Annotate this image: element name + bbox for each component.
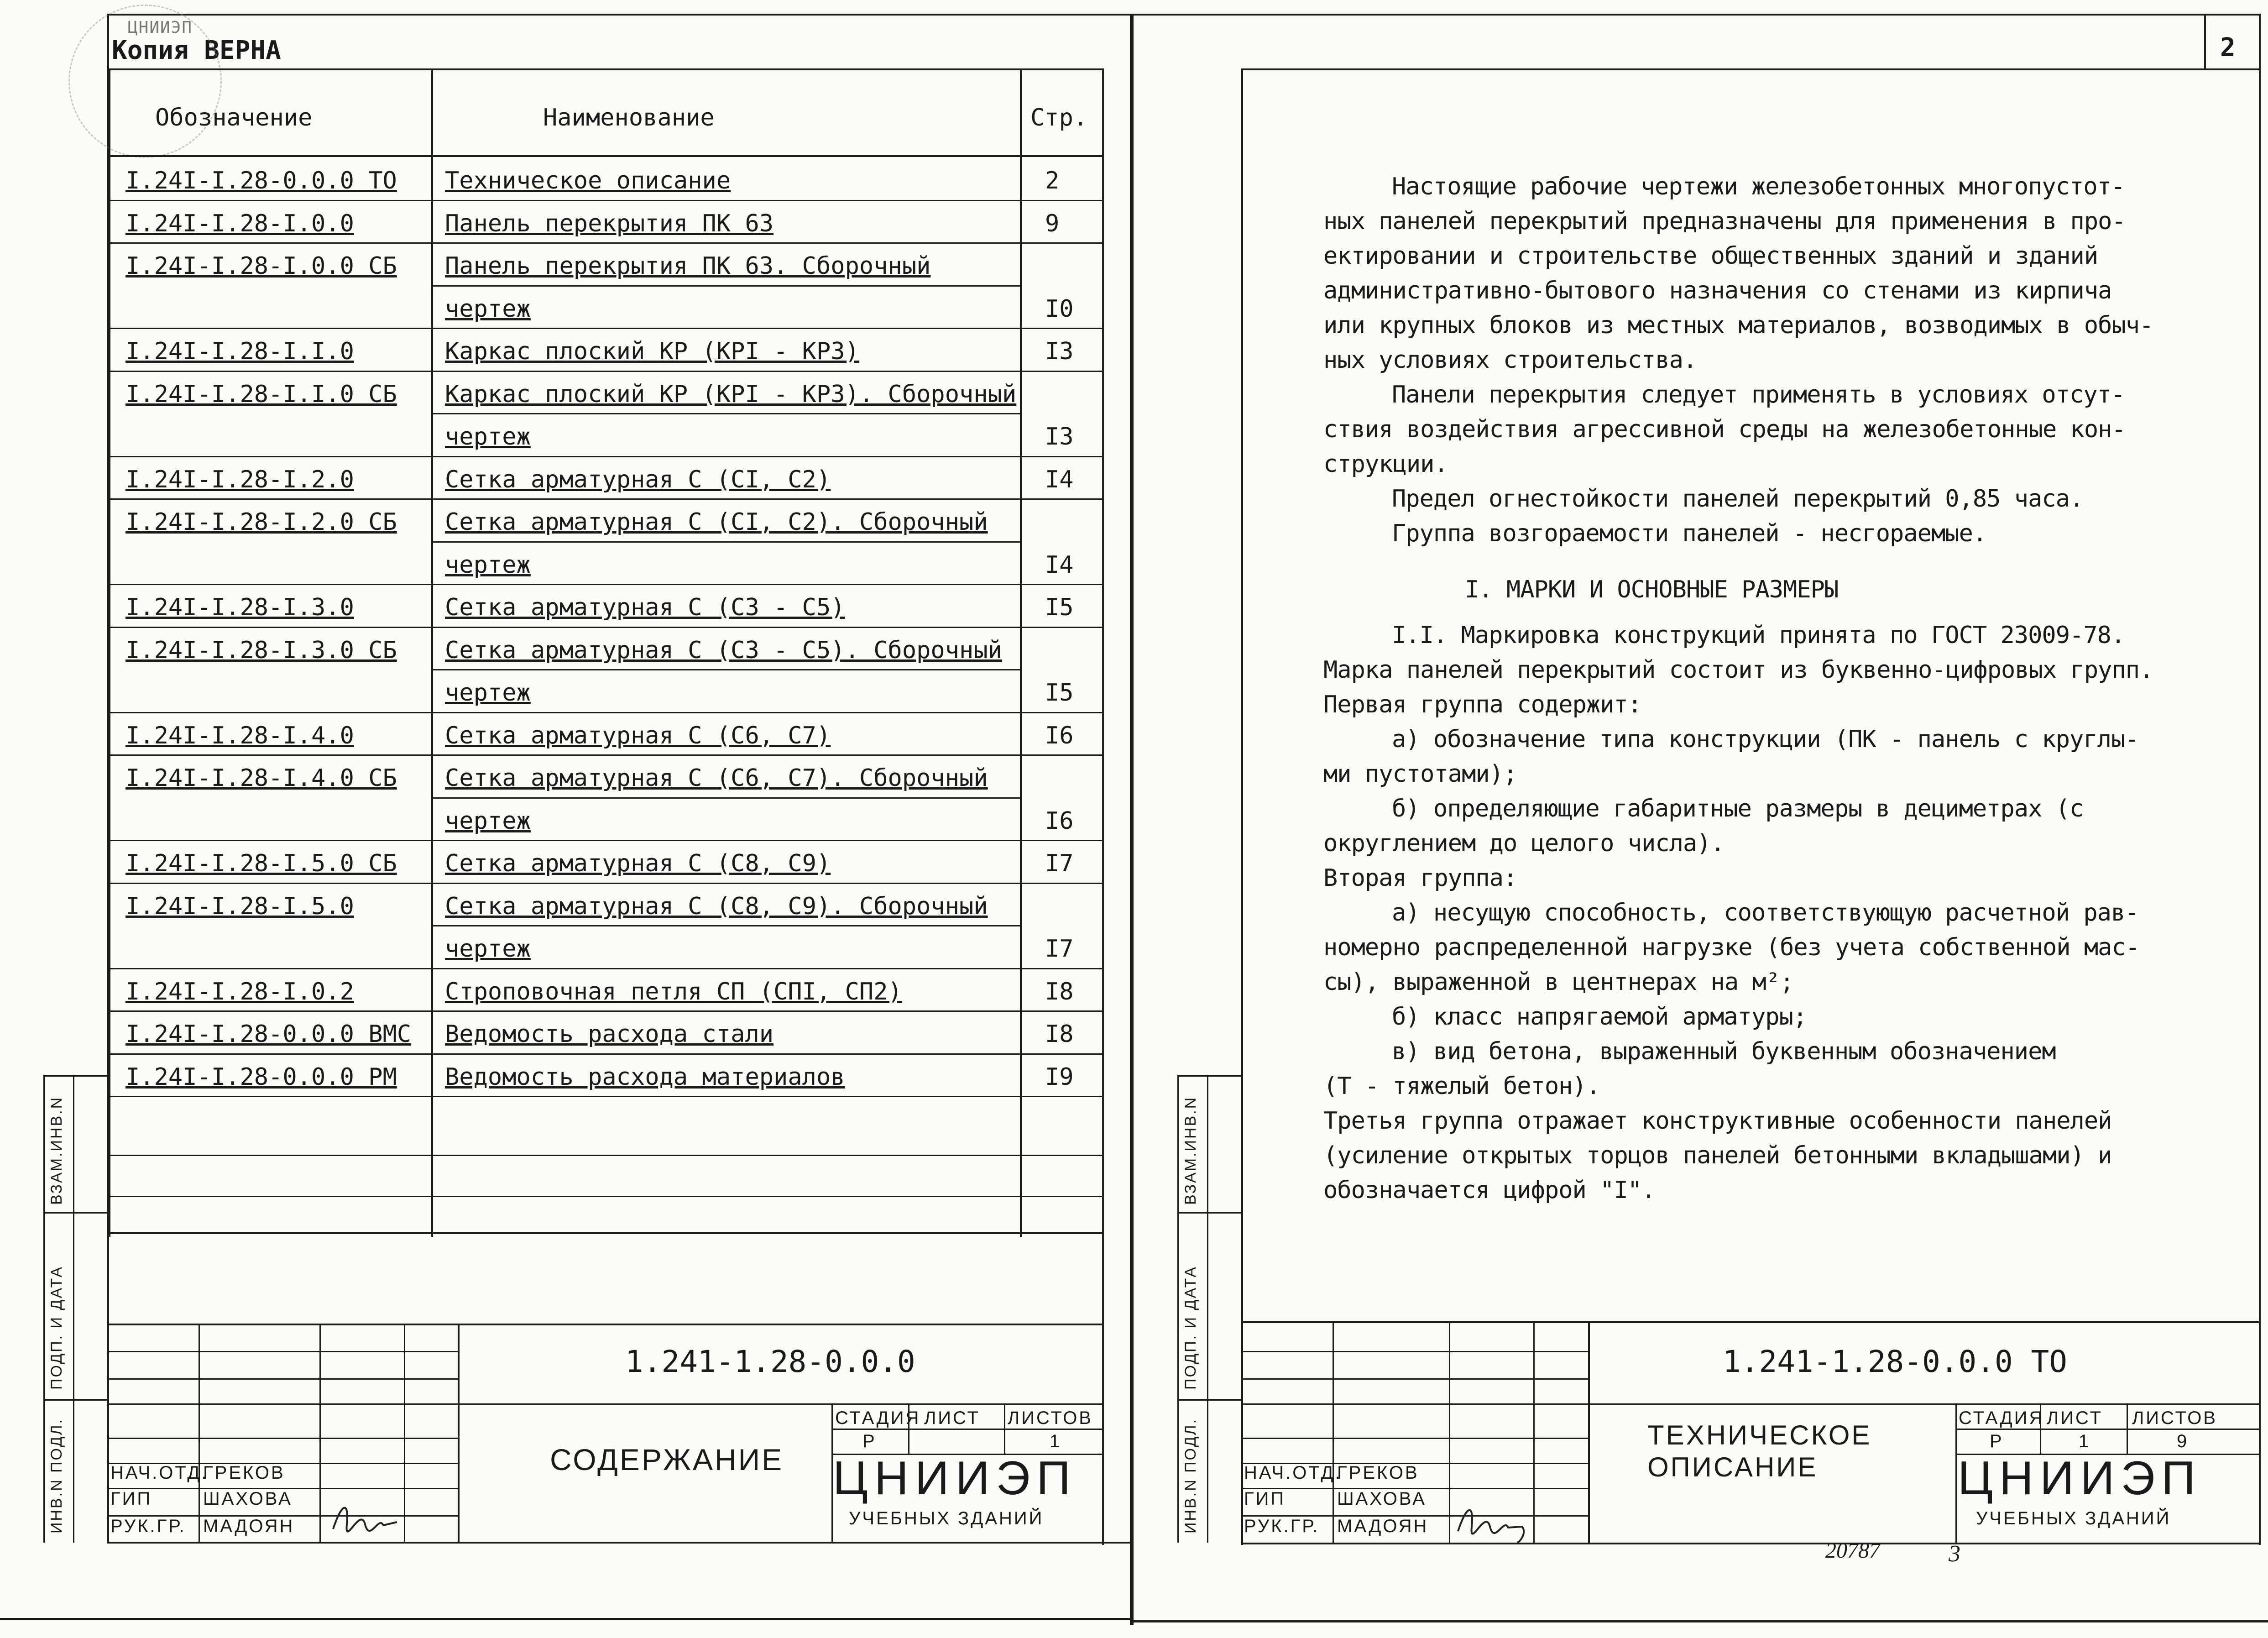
table-row-divider bbox=[431, 925, 1020, 926]
paragraph-line: (Т - тяжелый бетон). bbox=[1323, 1073, 1600, 1100]
table-cell-code: I.24I-I.28-I.0.2 bbox=[125, 978, 354, 1005]
column-header-code: Обозначение bbox=[155, 104, 313, 131]
paragraph-line: I.I. Маркировка конструкций принята по ГОСТ 23009-78. bbox=[1392, 622, 2125, 649]
org-subtitle: УЧЕБНЫХ ЗДАНИЙ bbox=[1976, 1508, 2171, 1528]
table-cell-page: I6 bbox=[1045, 807, 1074, 835]
table-cell-name: Сетка арматурная С (СI, С2). Сборочный bbox=[445, 508, 988, 536]
paragraph-line: обозначается цифрой "I". bbox=[1323, 1177, 1656, 1204]
table-cell-name: Сетка арматурная С (С3 - С5). Сборочный bbox=[445, 636, 1002, 664]
paragraph-line: а) несущую способность, соответствующую расчетной рав- bbox=[1392, 899, 2139, 926]
table-row-divider bbox=[109, 584, 1103, 585]
table-row-divider bbox=[109, 456, 1103, 457]
person-role: ГИП bbox=[110, 1489, 152, 1509]
signature bbox=[329, 1497, 402, 1543]
paragraph-line: ектировании и строительстве общественных зданий и зданий bbox=[1323, 242, 2098, 270]
side-label-inv: ИНВ.N ПОДЛ. bbox=[1182, 1418, 1199, 1533]
person-role: РУК.ГР. bbox=[1244, 1516, 1320, 1536]
paragraph-line: струкции. bbox=[1323, 450, 1448, 478]
paragraph-line: Настоящие рабочие чертежи железобетонных многопустот- bbox=[1392, 173, 2125, 200]
table-cell-page: I8 bbox=[1045, 978, 1074, 1005]
table-cell-code: I.24I-I.28-I.4.0 bbox=[125, 722, 354, 749]
table-cell-name: Каркас плоский КР (КРI - КР3) bbox=[445, 338, 859, 365]
paragraph-line: б) класс напрягаемой арматуры; bbox=[1392, 1003, 1807, 1031]
inventory-sheet: 3 bbox=[1949, 1541, 1960, 1567]
sheet-title: СОДЕРЖАНИЕ bbox=[550, 1443, 784, 1476]
person-name: МАДОЯН bbox=[203, 1516, 295, 1536]
paragraph-line: ных панелей перекрытий предназначены для применения в про- bbox=[1323, 208, 2126, 235]
doc-code: 1.241-1.28-0.0.0 ТО bbox=[1723, 1344, 2067, 1379]
paragraph-line: административно-бытового назначения со стенами из кирпича bbox=[1323, 277, 2112, 304]
table-row-divider bbox=[109, 498, 1103, 500]
table-cell-code: I.24I-I.28-I.I.0 bbox=[125, 338, 354, 365]
table-cell-code: I.24I-I.28-0.0.0 ТО bbox=[125, 167, 397, 194]
person-name: ГРЕКОВ bbox=[203, 1463, 285, 1483]
table-cell-name: чертеж bbox=[445, 807, 531, 835]
person-name: ШАХОВА bbox=[203, 1489, 293, 1509]
seal-text: ЦНИИЭП bbox=[128, 18, 193, 37]
sheets-value: 9 bbox=[2177, 1431, 2189, 1451]
paragraph-line: а) обозначение типа конструкции (ПК - панель с круглы- bbox=[1392, 726, 2139, 753]
table-row-divider bbox=[109, 371, 1103, 372]
org-subtitle: УЧЕБНЫХ ЗДАНИЙ bbox=[849, 1508, 1044, 1528]
section-heading: I. МАРКИ И ОСНОВНЫЕ РАЗМЕРЫ bbox=[1465, 576, 1839, 603]
table-cell-page: I5 bbox=[1045, 679, 1074, 706]
table-cell-page: I6 bbox=[1045, 722, 1074, 749]
table-row-divider bbox=[431, 797, 1020, 799]
paragraph-line: Марка панелей перекрытий состоит из буквенно-цифровых групп. bbox=[1323, 656, 2153, 684]
sheet-label: ЛИСТ bbox=[2047, 1408, 2103, 1428]
table-row-divider bbox=[109, 754, 1103, 756]
table-cell-code: I.24I-I.28-I.3.0 СБ bbox=[125, 636, 397, 664]
table-cell-code: I.24I-I.28-0.0.0 ВМС bbox=[125, 1020, 412, 1048]
person-name: ГРЕКОВ bbox=[1337, 1463, 1419, 1483]
table-cell-name: Панель перекрытия ПК 63. Сборочный bbox=[445, 252, 931, 280]
table-cell-page: I5 bbox=[1045, 594, 1074, 621]
left-sheet bbox=[0, 0, 1132, 1638]
paragraph-line: Предел огнестойкости панелей перекрытий 0,85 часа. bbox=[1392, 485, 2084, 513]
table-row-divider bbox=[431, 541, 1020, 543]
person-role: НАЧ.ОТД. bbox=[110, 1463, 209, 1483]
table-cell-name: чертеж bbox=[445, 295, 531, 323]
table-cell-page: I9 bbox=[1045, 1063, 1074, 1091]
org-logo: ЦНИИЭП bbox=[1958, 1452, 2202, 1505]
table-row-divider bbox=[109, 883, 1103, 884]
table-cell-code: I.24I-I.28-I.0.0 bbox=[125, 209, 354, 237]
table-cell-name: Техническое описание bbox=[445, 167, 731, 194]
stage-label: СТАДИЯ bbox=[835, 1408, 921, 1428]
org-logo: ЦНИИЭП bbox=[833, 1452, 1077, 1505]
paragraph-line: ми пустотами); bbox=[1323, 760, 1517, 788]
table-cell-name: Каркас плоский КР (КРI - КР3). Сборочный bbox=[445, 380, 1017, 408]
paragraph-line: номерно распределенной нагрузке (без учета собственной мас- bbox=[1323, 934, 2140, 961]
table-cell-code: I.24I-I.28-I.4.0 СБ bbox=[125, 764, 397, 792]
side-label-replace: ВЗАМ.ИНВ.N bbox=[48, 1096, 65, 1205]
table-cell-code: I.24I-I.28-I.2.0 bbox=[125, 466, 354, 493]
table-row-divider bbox=[109, 1010, 1103, 1012]
sheets-label: ЛИСТОВ bbox=[1008, 1408, 1093, 1428]
table-cell-page: I7 bbox=[1045, 935, 1074, 963]
table-cell-name: Сетка арматурная С (С6, С7) bbox=[445, 722, 831, 749]
table-cell-name: чертеж bbox=[445, 679, 531, 706]
paragraph-line: ных условиях строительства. bbox=[1323, 346, 1697, 374]
table-cell-page: 2 bbox=[1045, 167, 1060, 194]
table-cell-name: Панель перекрытия ПК 63 bbox=[445, 209, 774, 237]
sheet-value: 1 bbox=[2079, 1431, 2091, 1451]
person-role: ГИП bbox=[1244, 1489, 1286, 1509]
table-row-divider bbox=[109, 328, 1103, 329]
person-name: МАДОЯН bbox=[1337, 1516, 1429, 1536]
table-cell-name: Сетка арматурная С (С3 - С5) bbox=[445, 594, 845, 621]
person-name: ШАХОВА bbox=[1337, 1489, 1427, 1509]
table-row-divider bbox=[431, 669, 1020, 670]
table-cell-name: чертеж bbox=[445, 423, 531, 450]
table-cell-code: I.24I-I.28-I.3.0 bbox=[125, 594, 354, 621]
right-sheet bbox=[1132, 0, 2268, 1638]
table-cell-page: I8 bbox=[1045, 1020, 1074, 1048]
table-cell-name: Ведомость расхода материалов bbox=[445, 1063, 845, 1091]
table-row-divider bbox=[431, 285, 1020, 287]
table-cell-code: I.24I-I.28-0.0.0 РМ bbox=[125, 1063, 397, 1091]
table-cell-page: I4 bbox=[1045, 551, 1074, 579]
doc-code: 1.241-1.28-0.0.0 bbox=[625, 1344, 915, 1379]
table-cell-name: Сетка арматурная С (СI, С2) bbox=[445, 466, 831, 493]
table-cell-name: Сетка арматурная С (С8, С9). Сборочный bbox=[445, 892, 988, 920]
signature bbox=[1453, 1499, 1531, 1549]
paragraph-line: Вторая группа: bbox=[1323, 864, 1517, 892]
paragraph-line: округлением до целого числа). bbox=[1323, 830, 1725, 857]
table-row-divider bbox=[109, 1053, 1103, 1055]
table-cell-code: I.24I-I.28-I.I.0 СБ bbox=[125, 380, 397, 408]
person-role: НАЧ.ОТД. bbox=[1244, 1463, 1342, 1483]
table-cell-code: I.24I-I.28-I.2.0 СБ bbox=[125, 508, 397, 536]
table-cell-name: чертеж bbox=[445, 551, 531, 579]
paragraph-line: Третья группа отражает конструктивные особенности панелей bbox=[1323, 1107, 2112, 1135]
inventory-number: 20787 bbox=[1825, 1539, 1880, 1563]
sheets-value: 1 bbox=[1050, 1431, 1062, 1451]
sheets-label: ЛИСТОВ bbox=[2132, 1408, 2217, 1428]
table-row-divider bbox=[109, 1096, 1103, 1097]
table-cell-page: 9 bbox=[1045, 209, 1060, 237]
stage-value: Р bbox=[862, 1431, 877, 1451]
table-row-divider bbox=[109, 840, 1103, 841]
table-cell-page: I3 bbox=[1045, 338, 1074, 365]
table-cell-name: Сетка арматурная С (С8, С9) bbox=[445, 850, 831, 877]
paragraph-line: сы), выраженной в центнерах на м²; bbox=[1323, 968, 1794, 996]
table-row-divider bbox=[109, 712, 1103, 713]
table-row-divider bbox=[109, 968, 1103, 969]
table-cell-code: I.24I-I.28-I.5.0 bbox=[125, 892, 354, 920]
copy-stamp: Копия ВЕРНА bbox=[112, 36, 281, 65]
stage-value: Р bbox=[1990, 1431, 2004, 1451]
table-cell-name: Сетка арматурная С (С6, С7). Сборочный bbox=[445, 764, 988, 792]
table-row-divider bbox=[109, 200, 1103, 201]
table-cell-name: чертеж bbox=[445, 935, 531, 963]
sheet-title: ТЕХНИЧЕСКОЕ bbox=[1647, 1420, 1872, 1450]
table-row-divider bbox=[109, 242, 1103, 244]
table-cell-page: I0 bbox=[1045, 295, 1074, 323]
table-cell-page: I3 bbox=[1045, 423, 1074, 450]
table-cell-page: I7 bbox=[1045, 850, 1074, 877]
side-label-replace: ВЗАМ.ИНВ.N bbox=[1182, 1096, 1199, 1205]
table-cell-name: Ведомость расхода стали bbox=[445, 1020, 774, 1048]
page-number: 2 bbox=[2220, 33, 2236, 63]
column-header-page: Стр. bbox=[1030, 104, 1088, 131]
side-label-inv: ИНВ.N ПОДЛ. bbox=[48, 1418, 65, 1533]
paragraph-line: Панели перекрытия следует применять в условиях отсут- bbox=[1392, 381, 2125, 408]
table-cell-page: I4 bbox=[1045, 466, 1074, 493]
table-cell-name: Строповочная петля СП (СПI, СП2) bbox=[445, 978, 902, 1005]
table-row-divider bbox=[109, 627, 1103, 628]
sheet-title: ОПИСАНИЕ bbox=[1647, 1452, 1818, 1482]
paragraph-line: в) вид бетона, выраженный буквенным обозначением bbox=[1392, 1038, 2056, 1065]
paragraph-line: (усиление открытых торцов панелей бетонными вкладышами) и bbox=[1323, 1142, 2112, 1169]
column-header-name: Наименование bbox=[543, 104, 715, 131]
table-cell-code: I.24I-I.28-I.5.0 СБ bbox=[125, 850, 397, 877]
sheet-label: ЛИСТ bbox=[924, 1408, 980, 1428]
paragraph-line: Группа возгораемости панелей - несгораемые. bbox=[1392, 520, 1987, 547]
table-row-divider bbox=[431, 413, 1020, 414]
side-label-sign: ПОДП. И ДАТА bbox=[48, 1266, 65, 1390]
paragraph-line: ствия воздействия агрессивной среды на железобетонные кон- bbox=[1323, 416, 2126, 443]
paragraph-line: б) определяющие габаритные размеры в дециметрах (с bbox=[1392, 795, 2084, 822]
stage-label: СТАДИЯ bbox=[1959, 1408, 2044, 1428]
paragraph-line: или крупных блоков из местных материалов, возводимых в обыч- bbox=[1323, 312, 2153, 339]
side-label-sign: ПОДП. И ДАТА bbox=[1182, 1266, 1199, 1390]
person-role: РУК.ГР. bbox=[110, 1516, 186, 1536]
paragraph-line: Первая группа содержит: bbox=[1323, 691, 1642, 718]
table-cell-code: I.24I-I.28-I.0.0 СБ bbox=[125, 252, 397, 280]
